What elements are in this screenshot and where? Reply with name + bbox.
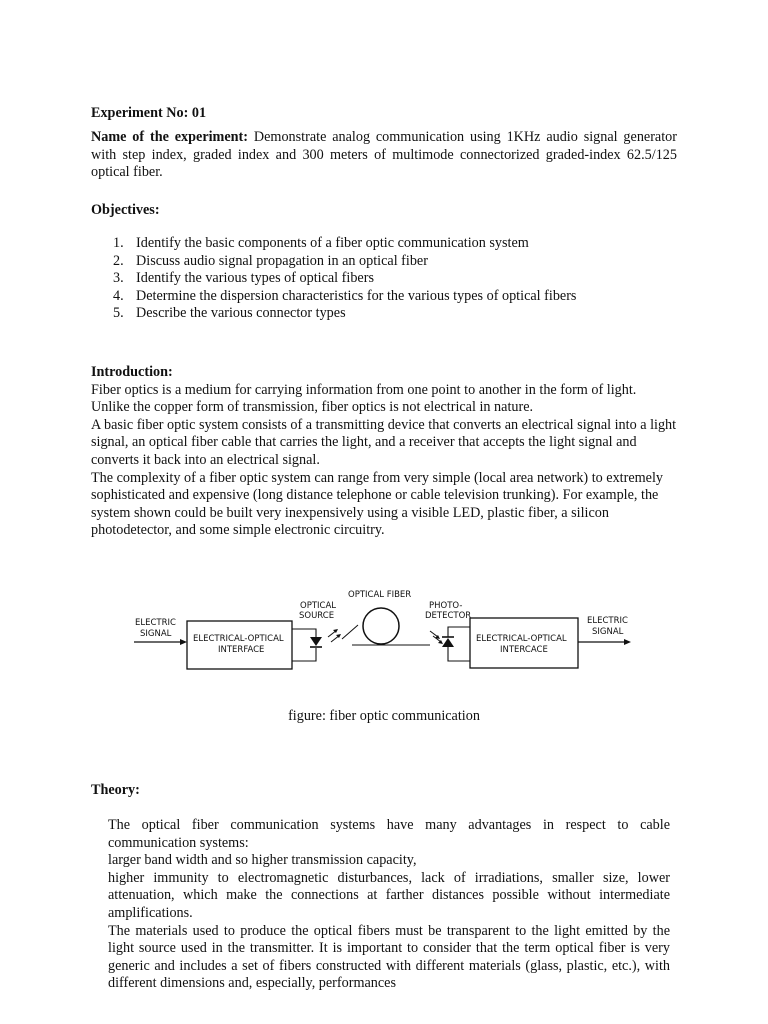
- label-photo: PHOTO-: [429, 601, 463, 611]
- fiber-optic-diagram: [130, 585, 640, 680]
- list-item-text: Discuss audio signal propagation in an optical fiber: [136, 252, 428, 269]
- introduction-paragraph: Fiber optics is a medium for carrying information from one point to another in the form of light. Unlike the copper form of transmission, fiber optics is not electrical in nature.: [91, 381, 637, 416]
- led-wire-bottom: [292, 648, 316, 661]
- theory-heading: [91, 782, 677, 800]
- list-item: [91, 253, 677, 271]
- theory-heading-text: Theory:: [91, 782, 140, 798]
- label-optical-fiber: OPTICAL FIBER: [348, 590, 412, 600]
- theory-paragraph: The optical fiber communication systems have many advantages in respect to cable communication systems:: [108, 817, 670, 851]
- box2-line1: ELECTRICAL-OPTICAL: [476, 634, 567, 644]
- theory-body: [108, 817, 670, 993]
- introduction-heading: Introduction:: [91, 364, 173, 380]
- list-item: [91, 288, 677, 306]
- label-detector: DETECTOR: [425, 611, 472, 621]
- experiment-name-label: Name of the experiment:: [91, 129, 249, 145]
- label-signal-out: SIGNAL: [592, 627, 624, 637]
- pd-wire-top: [448, 627, 470, 637]
- theory-paragraph: higher immunity to electromagnetic disturbances, lack of irradiations, smaller size, lower attenuation, which make the connections at farther distances possible without intermediate amplifications.: [108, 869, 670, 921]
- list-item-text: Describe the various connector types: [136, 305, 346, 322]
- introduction-paragraph: The complexity of a fiber optic system can range from very simple (local area network) to extremely sophisticated and expensive (long distance telephone or cable television trunking). For example, the system shown could be built very inexpensively using a visible LED, plastic fiber, a silicon photodetector, and some simple electronic circuitry.: [91, 469, 664, 539]
- box2-line2: INTERCACE: [500, 645, 548, 655]
- theory-paragraph: larger band width and so higher transmission capacity,: [108, 852, 417, 869]
- fiber-loop-icon: [363, 608, 399, 644]
- introduction-section: [91, 364, 677, 540]
- theory-paragraph: The materials used to produce the optical fibers must be transparent to the light emitted by the light source used in the transmitter. It is important to consider that the term optical fiber is very generic and includes a set of fibers constructed with different materials (glass, plastic, etc.), with different dimensions and, especially, performances: [108, 922, 670, 992]
- output-arrow-head: [624, 639, 631, 645]
- led-wire-top: [292, 629, 316, 637]
- list-item-text: Identify the various types of optical fibers: [136, 270, 374, 287]
- introduction-paragraph: A basic fiber optic system consists of a transmitting device that converts an electrical signal into a light signal, an optical fiber cable that carries the light, and a receiver that accepts the light signal and converts it back into an electrical signal.: [91, 416, 677, 468]
- label-electric-out: ELECTRIC: [587, 616, 628, 626]
- fiber-line-left: [342, 625, 358, 639]
- objectives-heading-text: Objectives:: [91, 202, 160, 218]
- list-item-number: 1.: [113, 235, 124, 251]
- input-arrow-head: [180, 639, 187, 645]
- list-item: [91, 270, 677, 288]
- list-item: [91, 305, 677, 323]
- list-item-text: Determine the dispersion characteristics for the various types of optical fibers: [136, 287, 577, 304]
- label-signal-in: SIGNAL: [140, 629, 172, 639]
- experiment-name: [91, 129, 677, 182]
- objectives-heading: [91, 202, 677, 220]
- led-icon: [310, 637, 322, 646]
- incoming-arrow-icon: [430, 631, 438, 637]
- experiment-name-text: Demonstrate analog communication using 1KHz audio signal generator with step index, graded index and 300 meters of multimode connectorized graded-index 62.5/125 optical fiber.: [91, 129, 677, 181]
- photodetector-icon: [442, 638, 454, 647]
- list-item-number: 3.: [113, 270, 124, 287]
- experiment-number-text: Experiment No: 01: [91, 105, 207, 121]
- figure-caption-text: figure: fiber optic communication: [288, 708, 480, 724]
- experiment-number: [91, 105, 677, 123]
- box1-line2: INTERFACE: [218, 645, 265, 655]
- objectives-list: [91, 235, 677, 323]
- figure-caption: [0, 708, 768, 726]
- list-item-number: 2.: [113, 252, 124, 269]
- box1-line1: ELECTRICAL-OPTICAL: [193, 634, 284, 644]
- list-item-number: 4.: [113, 287, 124, 304]
- pd-wire-bottom: [448, 647, 470, 661]
- label-electric-in: ELECTRIC: [135, 618, 176, 628]
- list-item: [91, 235, 677, 253]
- list-item-text: Identify the basic components of a fiber optic communication system: [136, 235, 529, 251]
- label-optical: OPTICAL: [300, 601, 337, 611]
- list-item-number: 5.: [113, 305, 124, 322]
- label-source: SOURCE: [299, 611, 335, 621]
